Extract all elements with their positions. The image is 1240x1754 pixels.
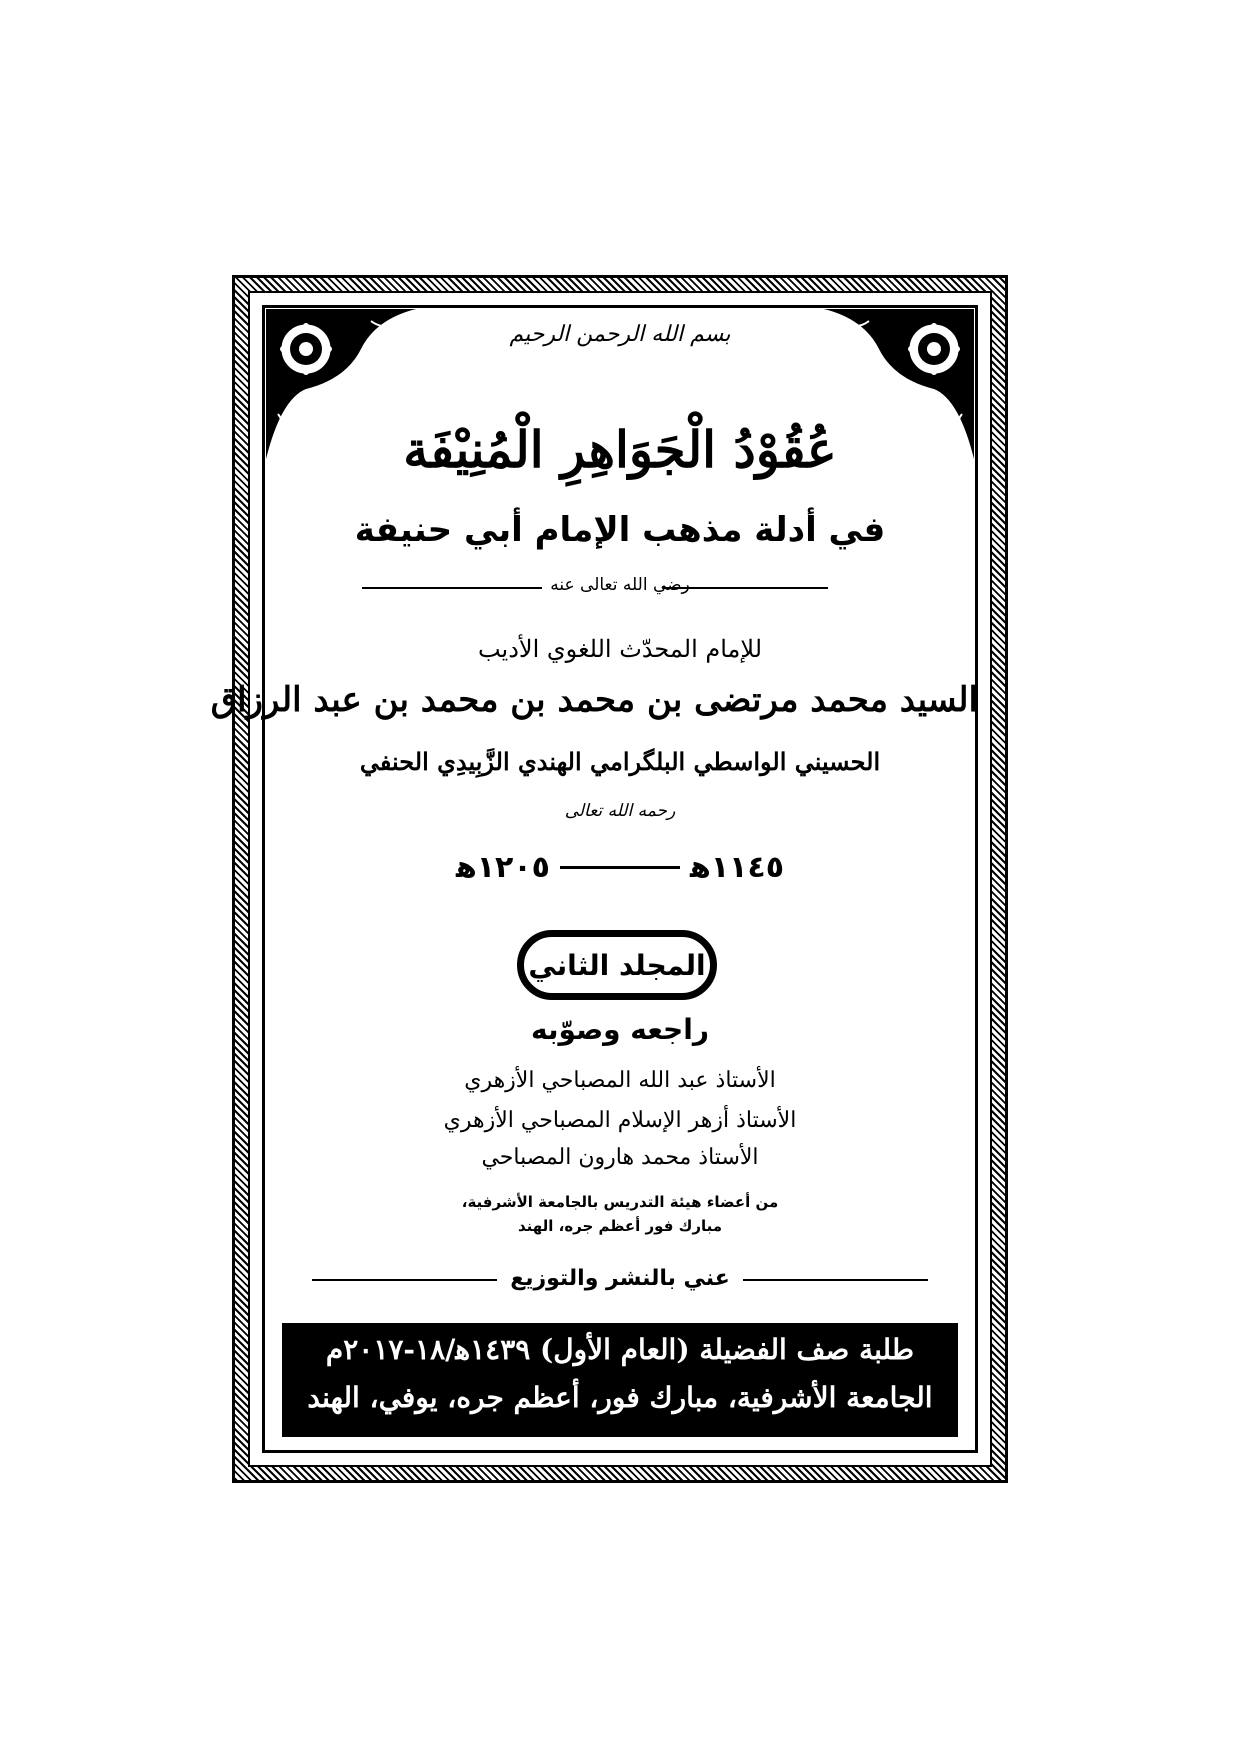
reviewer-affiliation: مبارك فور أعظم جره، الهند bbox=[517, 1217, 723, 1235]
reviewer-name: الأستاذ عبد الله المصباحي الأزهري bbox=[464, 1068, 776, 1093]
death-year: ١٢٠٥ﻫ bbox=[455, 850, 550, 885]
author-intro: للإمام المحدّث اللغوي الأديب bbox=[477, 635, 763, 663]
author-honorific: رحمه الله تعالى bbox=[564, 801, 676, 821]
divider bbox=[362, 587, 542, 589]
author-nisba: الحسيني الواسطي البلگرامي الهندي الزَّبِيدِي الحنفي bbox=[359, 747, 881, 776]
publisher-label: عني بالنشر والتوزيع bbox=[510, 1266, 730, 1291]
publisher-address: الجامعة الأشرفية، مبارك فور، أعظم جره، يوفي، الهند bbox=[307, 1381, 933, 1414]
title-page bbox=[210, 305, 978, 1453]
reviewed-label: راجعه وصوّبه bbox=[531, 1013, 709, 1046]
date-dash bbox=[560, 866, 680, 869]
publisher-banner bbox=[282, 1323, 958, 1437]
book-title: عُقُوْدُ الْجَوَاهِرِ الْمُنِيْفَة bbox=[403, 420, 837, 479]
volume-label: المجلد الثاني bbox=[524, 937, 710, 993]
basmala: بسم الله الرحمن الرحيم bbox=[509, 322, 731, 347]
divider bbox=[312, 1279, 497, 1281]
volume-badge bbox=[517, 930, 717, 1000]
book-subtitle: في أدلة مذهب الإمام أبي حنيفة bbox=[354, 510, 886, 550]
honorific: رضي الله تعالى عنه bbox=[550, 575, 690, 595]
reviewer-name: الأستاذ محمد هارون المصباحي bbox=[481, 1145, 759, 1170]
birth-year: ١١٤٥ﻫ bbox=[690, 850, 785, 885]
author-name: السيد محمد مرتضى بن محمد بن محمد بن عبد الرزاق bbox=[210, 680, 978, 720]
reviewer-name: الأستاذ أزهر الإسلام المصباحي الأزهري bbox=[443, 1108, 797, 1133]
reviewer-affiliation: من أعضاء هيئة التدريس بالجامعة الأشرفية، bbox=[461, 1193, 779, 1211]
author-dates bbox=[262, 850, 978, 885]
publisher-line: طلبة صف الفضيلة (العام الأول) ١٤٣٩ﻫ/١٨-٢٠١٧م bbox=[325, 1333, 915, 1366]
